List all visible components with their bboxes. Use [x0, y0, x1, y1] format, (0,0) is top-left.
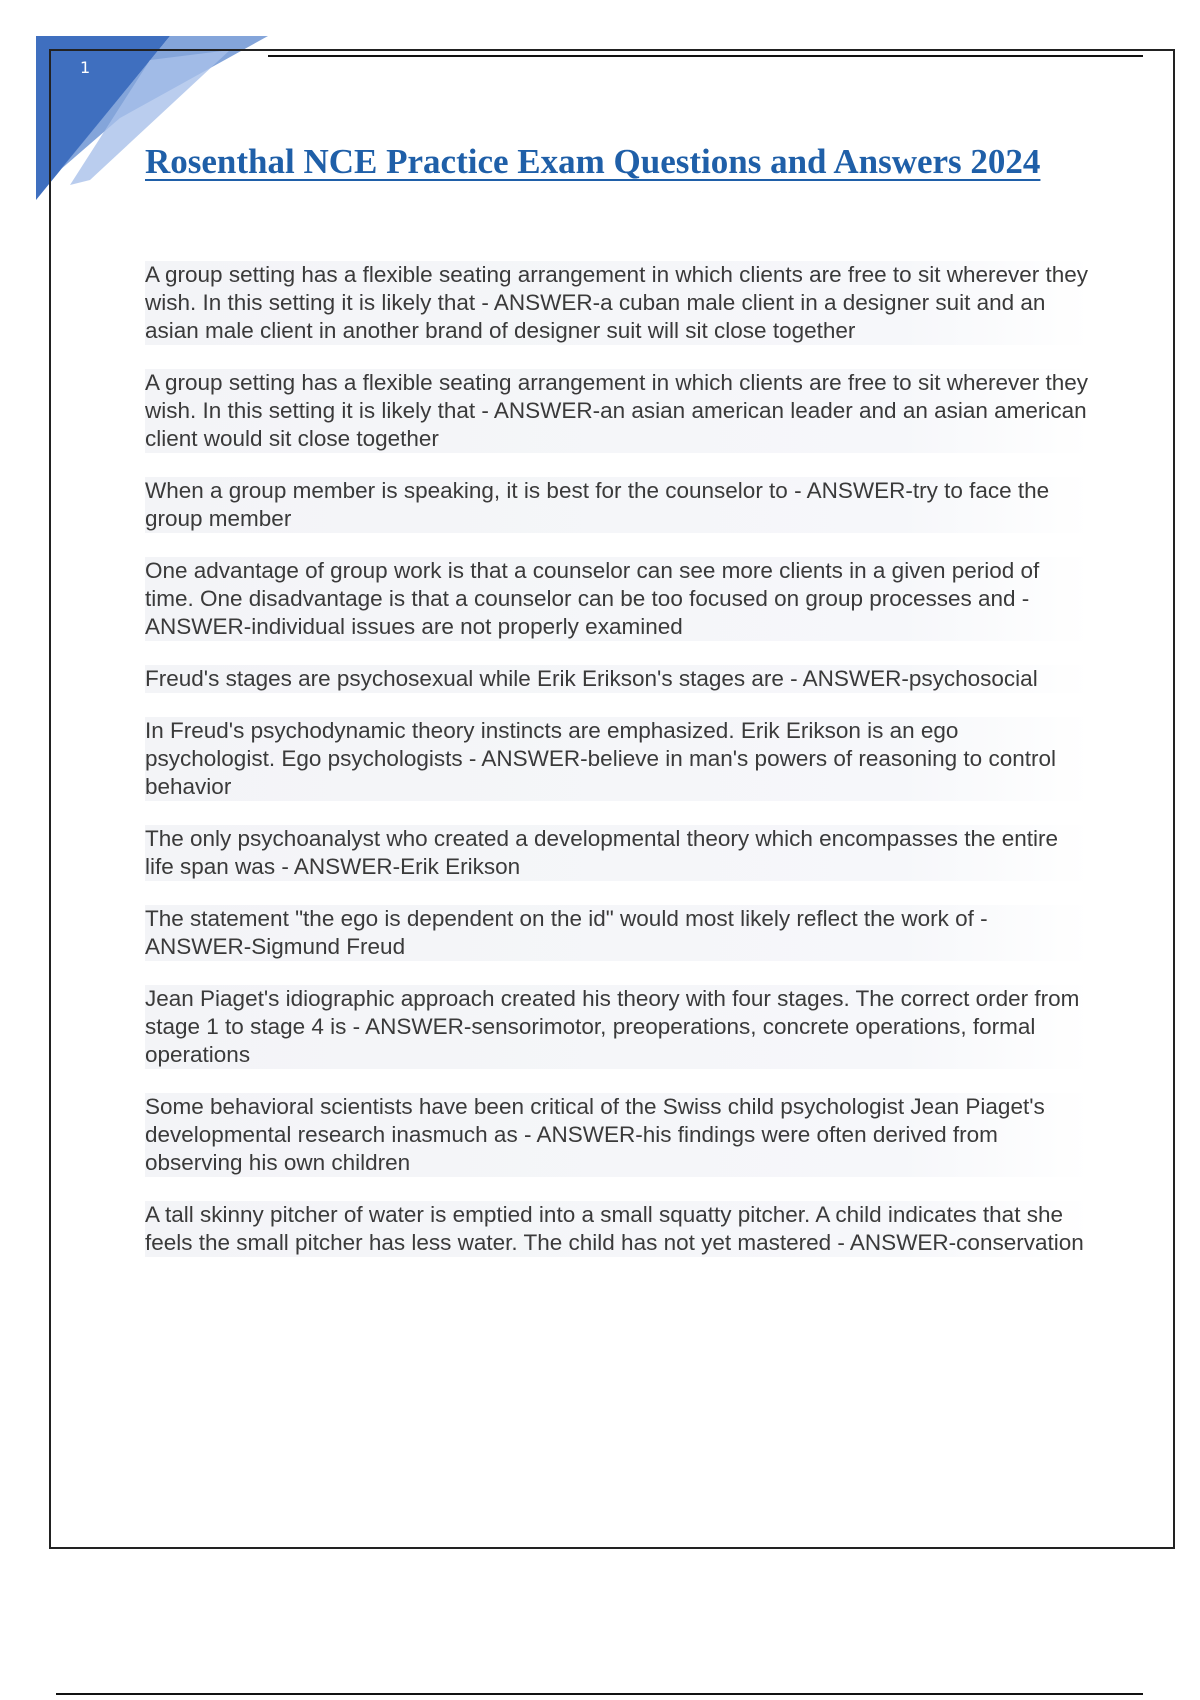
qa-item: A tall skinny pitcher of water is emptied into a small squatty pitcher. A child indicates that she feels the small pitcher has less water. The child has not yet mastered - ANSWER-conservation	[145, 1201, 1090, 1257]
qa-item: The statement "the ego is dependent on the id" would most likely reflect the work of - ANSWER-Sigmund Freud	[145, 905, 1090, 961]
qa-list	[145, 261, 1090, 1281]
qa-item: One advantage of group work is that a counselor can see more clients in a given period of time. One disadvantage is that a counselor can be too focused on group processes and - ANSWER-individual issues are not properly examined	[145, 557, 1090, 641]
qa-item: When a group member is speaking, it is best for the counselor to - ANSWER-try to face the group member	[145, 477, 1090, 533]
qa-item: Freud's stages are psychosexual while Erik Erikson's stages are - ANSWER-psychosocial	[145, 665, 1090, 693]
qa-item: A group setting has a flexible seating arrangement in which clients are free to sit wherever they wish. In this setting it is likely that - ANSWER-an asian american leader and an asian american client would sit close together	[145, 370, 1089, 451]
qa-item: A group setting has a flexible seating arrangement in which clients are free to sit wherever they wish. In this setting it is likely that - ANSWER-a cuban male client in a designer suit and an asian male client in another brand of designer suit will sit close together	[145, 262, 1089, 343]
qa-item: Some behavioral scientists have been critical of the Swiss child psychologist Jean Piaget's developmental research inasmuch as - ANSWER-his findings were often derived from observing his own children	[145, 1093, 1090, 1177]
top-rule-line	[268, 55, 1143, 57]
document-title: Rosenthal NCE Practice Exam Questions and Answers 2024	[145, 142, 1041, 181]
qa-item: The only psychoanalyst who created a developmental theory which encompasses the entire life span was - ANSWER-Erik Erikson	[145, 825, 1090, 881]
qa-item: Jean Piaget's idiographic approach created his theory with four stages. The correct order from stage 1 to stage 4 is - ANSWER-sensorimotor, preoperations, concrete operations, formal operations	[145, 985, 1090, 1069]
bottom-rule-line	[56, 1693, 1143, 1695]
qa-item: In Freud's psychodynamic theory instincts are emphasized. Erik Erikson is an ego psychologist. Ego psychologists - ANSWER-believe in man's powers of reasoning to control behavior	[145, 717, 1090, 801]
page-number: 1	[80, 58, 91, 77]
